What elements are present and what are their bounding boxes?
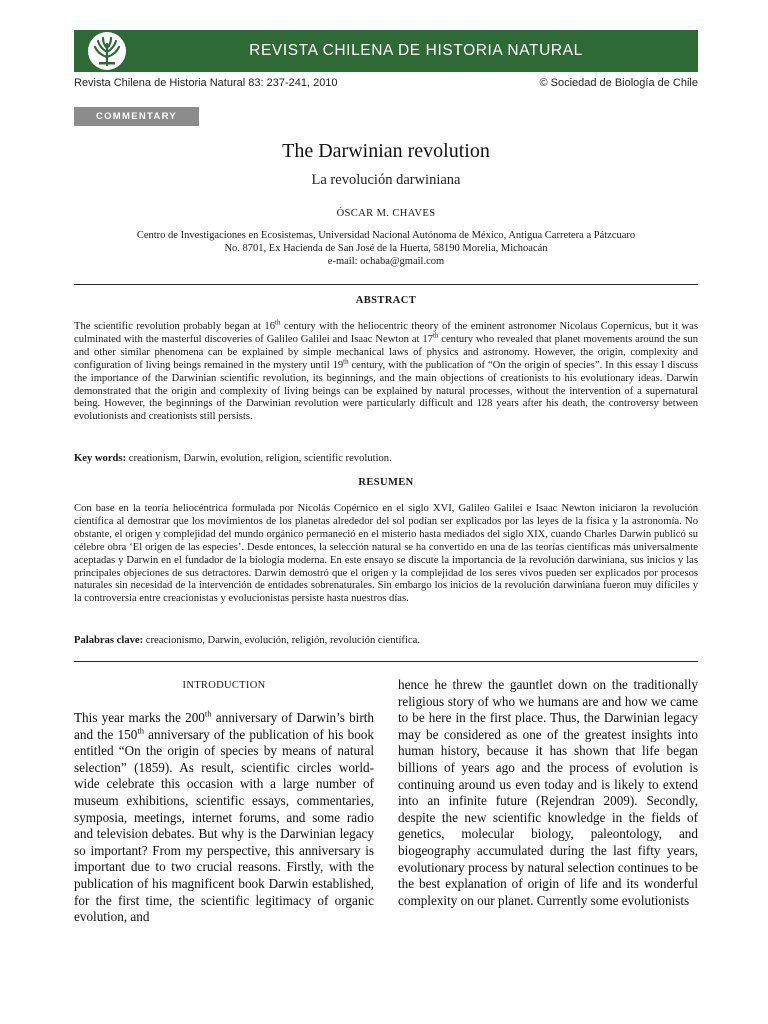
divider-bottom [74, 661, 698, 662]
keywords-label: Key words: [74, 453, 127, 464]
resumen-heading: RESUMEN [358, 477, 414, 488]
resumen-text: Con base en la teoría heliocéntrica formulada por Nicolás Copérnico en el siglo XVI, Galileo Galilei e Isaac Newton iniciaron la revolución científica al demostrar que los movimientos de los planetas alrededor del sol podían ser explicados por las leyes de la física y la astronomía. No obstante, el origen y complejidad del mundo orgánico permaneció en el misterio hasta mediados del siglo XIX, cuando Charles Darwin publicó su célebre obra ‘El origen de las especies’. Desde entonces, la selección natural se ha convertido en una de las teorías científicas más universalmente aceptadas y Darwin en el fundador de la biología moderna. En este ensayo se discute la importancia de la revolución darwiniana, sus inicios y las principales objeciones de sus detractores. Darwin demostró que el origen y la complejidad de los seres vivos pueden ser explicados por procesos naturales sin necesidad de la intervención de entidades sobrenaturales. Sin embargo los inicios de la revolución darwiniana fueron muy difíciles y la controversia entre creacionistas y evolucionistas persiste hasta nuestros días. [74, 503, 698, 605]
abstract-text-part: century, with the publication of “On the origin of species”. In this essay I discuss the importance of the Darwinian scientific revolution, its beginnings, and the main objections of creationists to his evolutionary ideas. Darwin demonstrated that the origin and complexity of living beings can be explained by natural processes, without the intervention of a supernatural being. However, the beginnings of the Darwinian revolution were particularly difficult and 128 years after his death, the controversy between evolutionists and creationists still persists. [74, 359, 698, 423]
author-affiliation [74, 229, 698, 268]
ordinal-superscript: th [204, 708, 212, 719]
divider-top [74, 284, 698, 285]
resumen-keywords [74, 635, 698, 646]
ordinal-superscript: th [343, 358, 349, 366]
abstract-text-part: century with the heliocentric theory of the eminent astronomer Nicolaus Copernicus, but it was culminated with the masterful discoveries of Galileo Galilei and Isaac Newton at 17 [74, 321, 698, 345]
copyright-notice: © Sociedad de Biología de Chile [539, 77, 698, 89]
article-title: The Darwinian revolution [282, 140, 490, 162]
ordinal-superscript: th [137, 725, 144, 736]
palabras-clave-label: Palabras clave: [74, 635, 144, 646]
body-column-right: hence he threw the gauntlet down on the traditionally religious story of who we humans are and how we came to be here in the first place. Thus, the Darwinian legacy may be considered as one of the greatest insights into human history, because it has shown that life began billions of years ago and the process of evolution is continuing around us even today and is likely to extend into an infinite future (Rejendran 2009). Secondly, despite the new scientific knowledge in the fields of genetics, molecular biology, paleontology, and biogeography accumulated during the last fifty years, evolutionary process by natural selection continues to be the best explanation of origin of life and its wonderful complexity on our planet. Currently some evolutionists [398, 677, 698, 908]
abstract-heading: ABSTRACT [355, 295, 417, 306]
abstract-text [74, 321, 698, 424]
body-text-part: anniversary of the publication of his book entitled “On the origin of species by means of natural selection” (1859). As result, scientific circles world-wide celebrate this occasion with a large number of museum exhibitions, scientific essays, commentaries, symposia, meetings, internet forums, and some radio and television debates. But why is the Darwinian legacy so important? From my perspective, this anniversary is important due to two crucial reasons. Firstly, with the publication of his magnificent book Darwin established, for the first time, the scientific legitimacy of organic evolution, and [74, 726, 374, 925]
introduction-heading: INTRODUCTION [182, 680, 266, 691]
body-text-part: anniversary of Darwin’s birth and the 150 [74, 710, 374, 742]
citation-volume: Revista Chilena de Historia Natural 83: 237-241, 2010 [74, 77, 338, 89]
article-subtitle: La revolución darwiniana [311, 172, 461, 188]
abstract-text-part: The scientific revolution probably began at 16 [74, 321, 276, 332]
ordinal-superscript: th [275, 319, 281, 327]
section-badge: COMMENTARY [74, 107, 199, 126]
keywords-list: creationism, Darwin, evolution, religion, scientific revolution. [126, 453, 392, 464]
affiliation-line-1: Centro de Investigaciones en Ecosistemas, Universidad Nacional Autónoma de México, Antigua Carretera a Pátzcuaro [136, 230, 636, 241]
palabras-clave-list: creacionismo, Darwin, evolución, religión, revolución científica. [143, 635, 420, 646]
body-column-left [74, 710, 374, 926]
journal-header-bar [74, 30, 698, 72]
body-text-part: This year marks the 200 [74, 710, 205, 725]
abstract-keywords [74, 453, 698, 464]
author-name: ÓSCAR M. CHAVES [336, 208, 436, 219]
abstract-text-part: century who revealed that planet movements around the sun and other similar phenomena can be explained by simple mechanical laws of physics and astronomy. However, the origin, complexity and configuration of living beings remained in the mystery until 19 [74, 333, 699, 371]
affiliation-line-2: No. 8701, Ex Hacienda de San José de la Huerta, 58190 Morelia, Michoacán [224, 243, 548, 254]
journal-title: REVISTA CHILENA DE HISTORIA NATURAL [249, 42, 583, 59]
author-email: e-mail: ochaba@gmail.com [327, 256, 445, 267]
ordinal-superscript: th [432, 332, 439, 340]
